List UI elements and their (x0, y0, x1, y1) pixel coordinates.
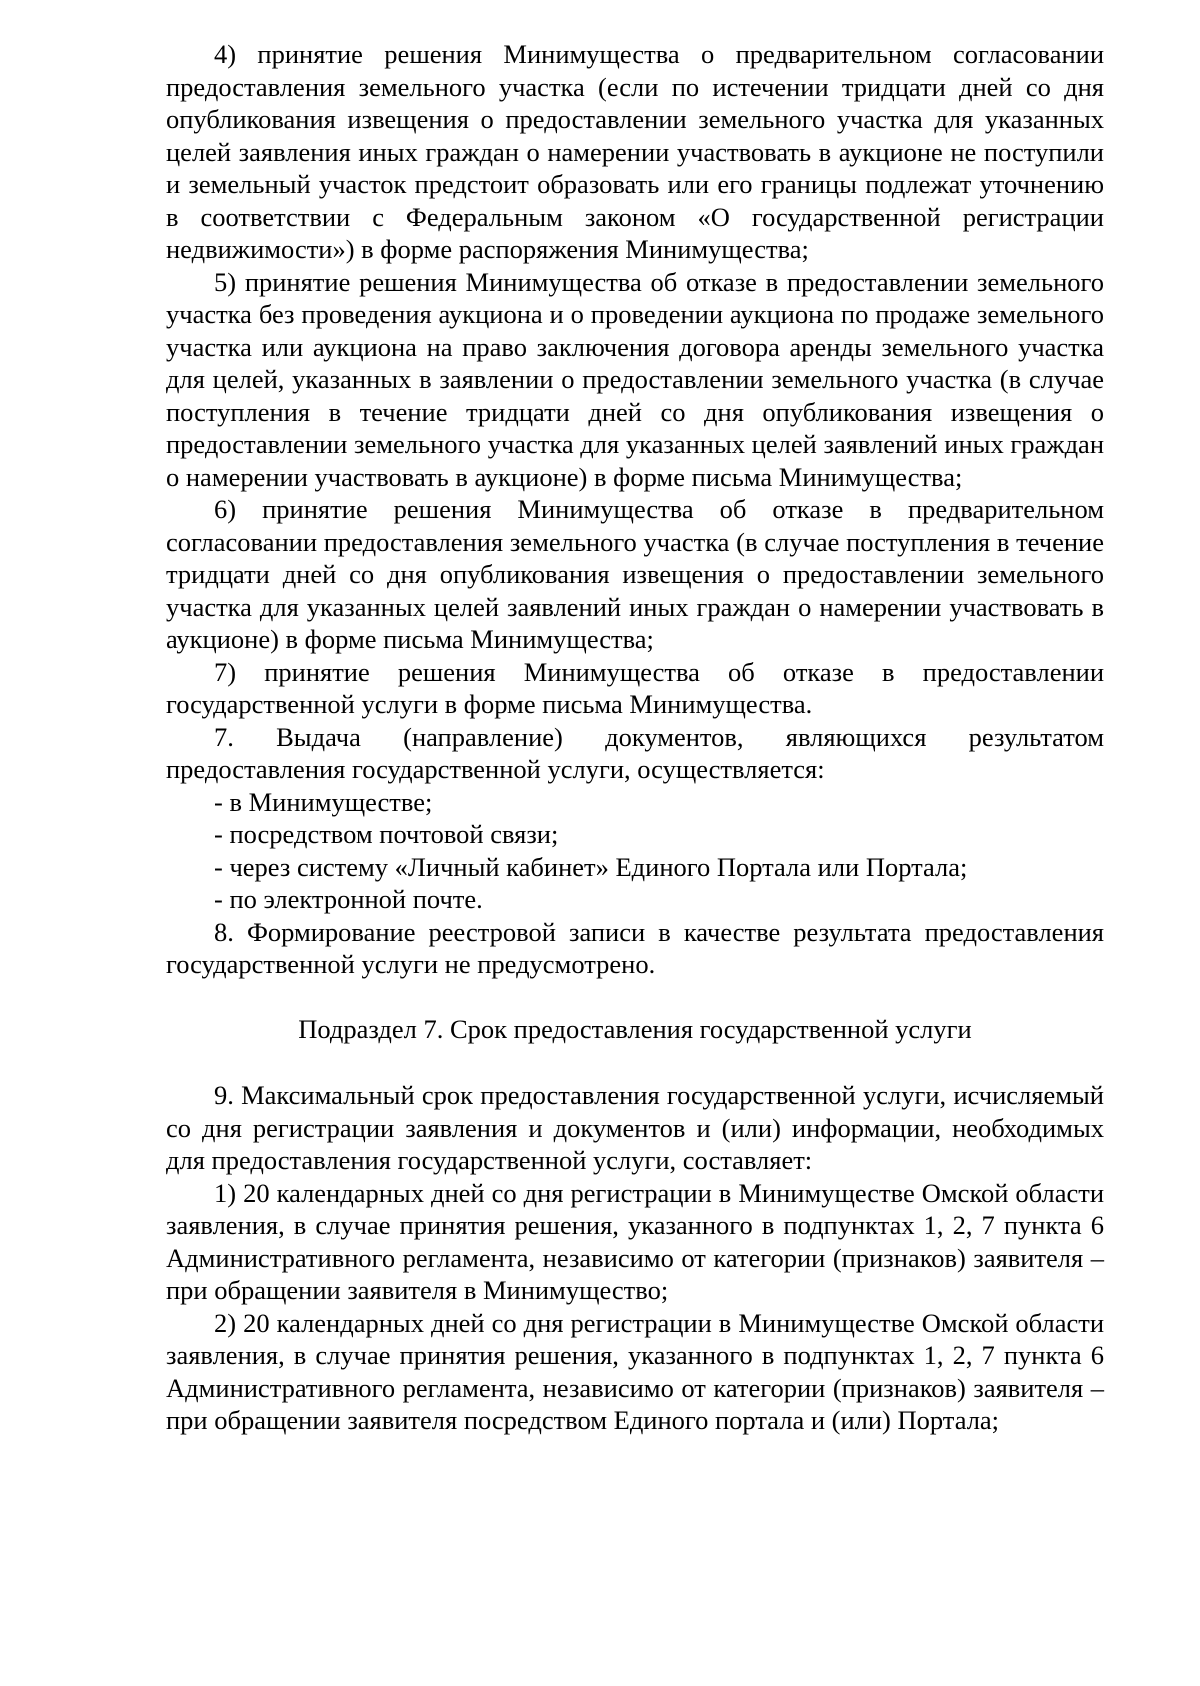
paragraph-clause-7: 7. Выдача (направление) документов, являющихся результатом предоставления государственной услуги, осуществляется: (166, 721, 1104, 784)
list-item-post: - посредством почтовой связи; (214, 819, 559, 849)
paragraph-clause-9: 9. Максимальный срок предоставления государственной услуги, исчисляемый со дня регистрации заявления и документов и (или) информации, необходимых для предоставления государственной услуги, составляет: (166, 1080, 1104, 1175)
paragraph-item-6: 6) принятие решения Минимущества об отказе в предварительном согласовании предоставления земельного участка (в случае поступления в течение тридцати дней со дня опубликования извещения о предоставлении земельного участка для указанных целей заявлений иных граждан о намерении участвовать в аукционе) в форме письма Минимущества; (166, 494, 1104, 654)
subsection-heading: Подраздел 7. Срок предоставления государственной услуги (298, 1013, 972, 1044)
paragraph-item-5: 5) принятие решения Минимущества об отказе в предоставлении земельного участка без проведения аукциона и о проведении аукциона по продаже земельного участка или аукциона на право заключения договора аренды земельного участка для целей, указанных в заявлении о предоставлении земельного участка (в случае поступления в течение тридцати дней со дня опубликования извещения о предоставлении земельного участка для указанных целей заявлений иных граждан о намерении участвовать в аукционе) в форме письма Минимущества; (166, 266, 1104, 492)
list-item-ministry: - в Минимуществе; (214, 786, 433, 817)
document-body (166, 38, 1104, 1437)
list-item-personal-account: - через систему «Личный кабинет» Единого Портала или Портала; (214, 851, 968, 882)
paragraph-item-4: 4) принятие решения Минимущества о предварительном согласовании предоставления земельного участка (если по истечении тридцати дней со дня опубликования извещения о предоставлении земельного участка для указанных целей заявления иных граждан о намерении участвовать в аукционе не поступили и земельный участок предстоит образовать или его границы подлежат уточнению в соответствии с Федеральным законом «О государственной регистрации недвижимости») в форме распоряжения Минимущества; (166, 39, 1104, 264)
paragraph-item-7: 7) принятие решения Минимущества об отказе в предоставлении государственной услуги в форме письма Минимущества. (166, 656, 1104, 719)
list-item-email: - по электронной почте. (214, 884, 483, 914)
paragraph-term-2: 2) 20 календарных дней со дня регистрации в Минимуществе Омской области заявления, в случае принятия решения, указанного в подпунктах 1, 2, 7 пункта 6 Административного регламента, независимо от категории (признаков) заявителя – при обращении заявителя посредством Единого портала и (или) Портала; (166, 1307, 1104, 1435)
paragraph-clause-8: 8. Формирование реестровой записи в качестве результата предоставления государственной услуги не предусмотрено. (166, 916, 1104, 979)
paragraph-term-1: 1) 20 календарных дней со дня регистрации в Минимуществе Омской области заявления, в случае принятия решения, указанного в подпунктах 1, 2, 7 пункта 6 Административного регламента, независимо от категории (признаков) заявителя – при обращении заявителя в Минимущество; (166, 1177, 1104, 1305)
